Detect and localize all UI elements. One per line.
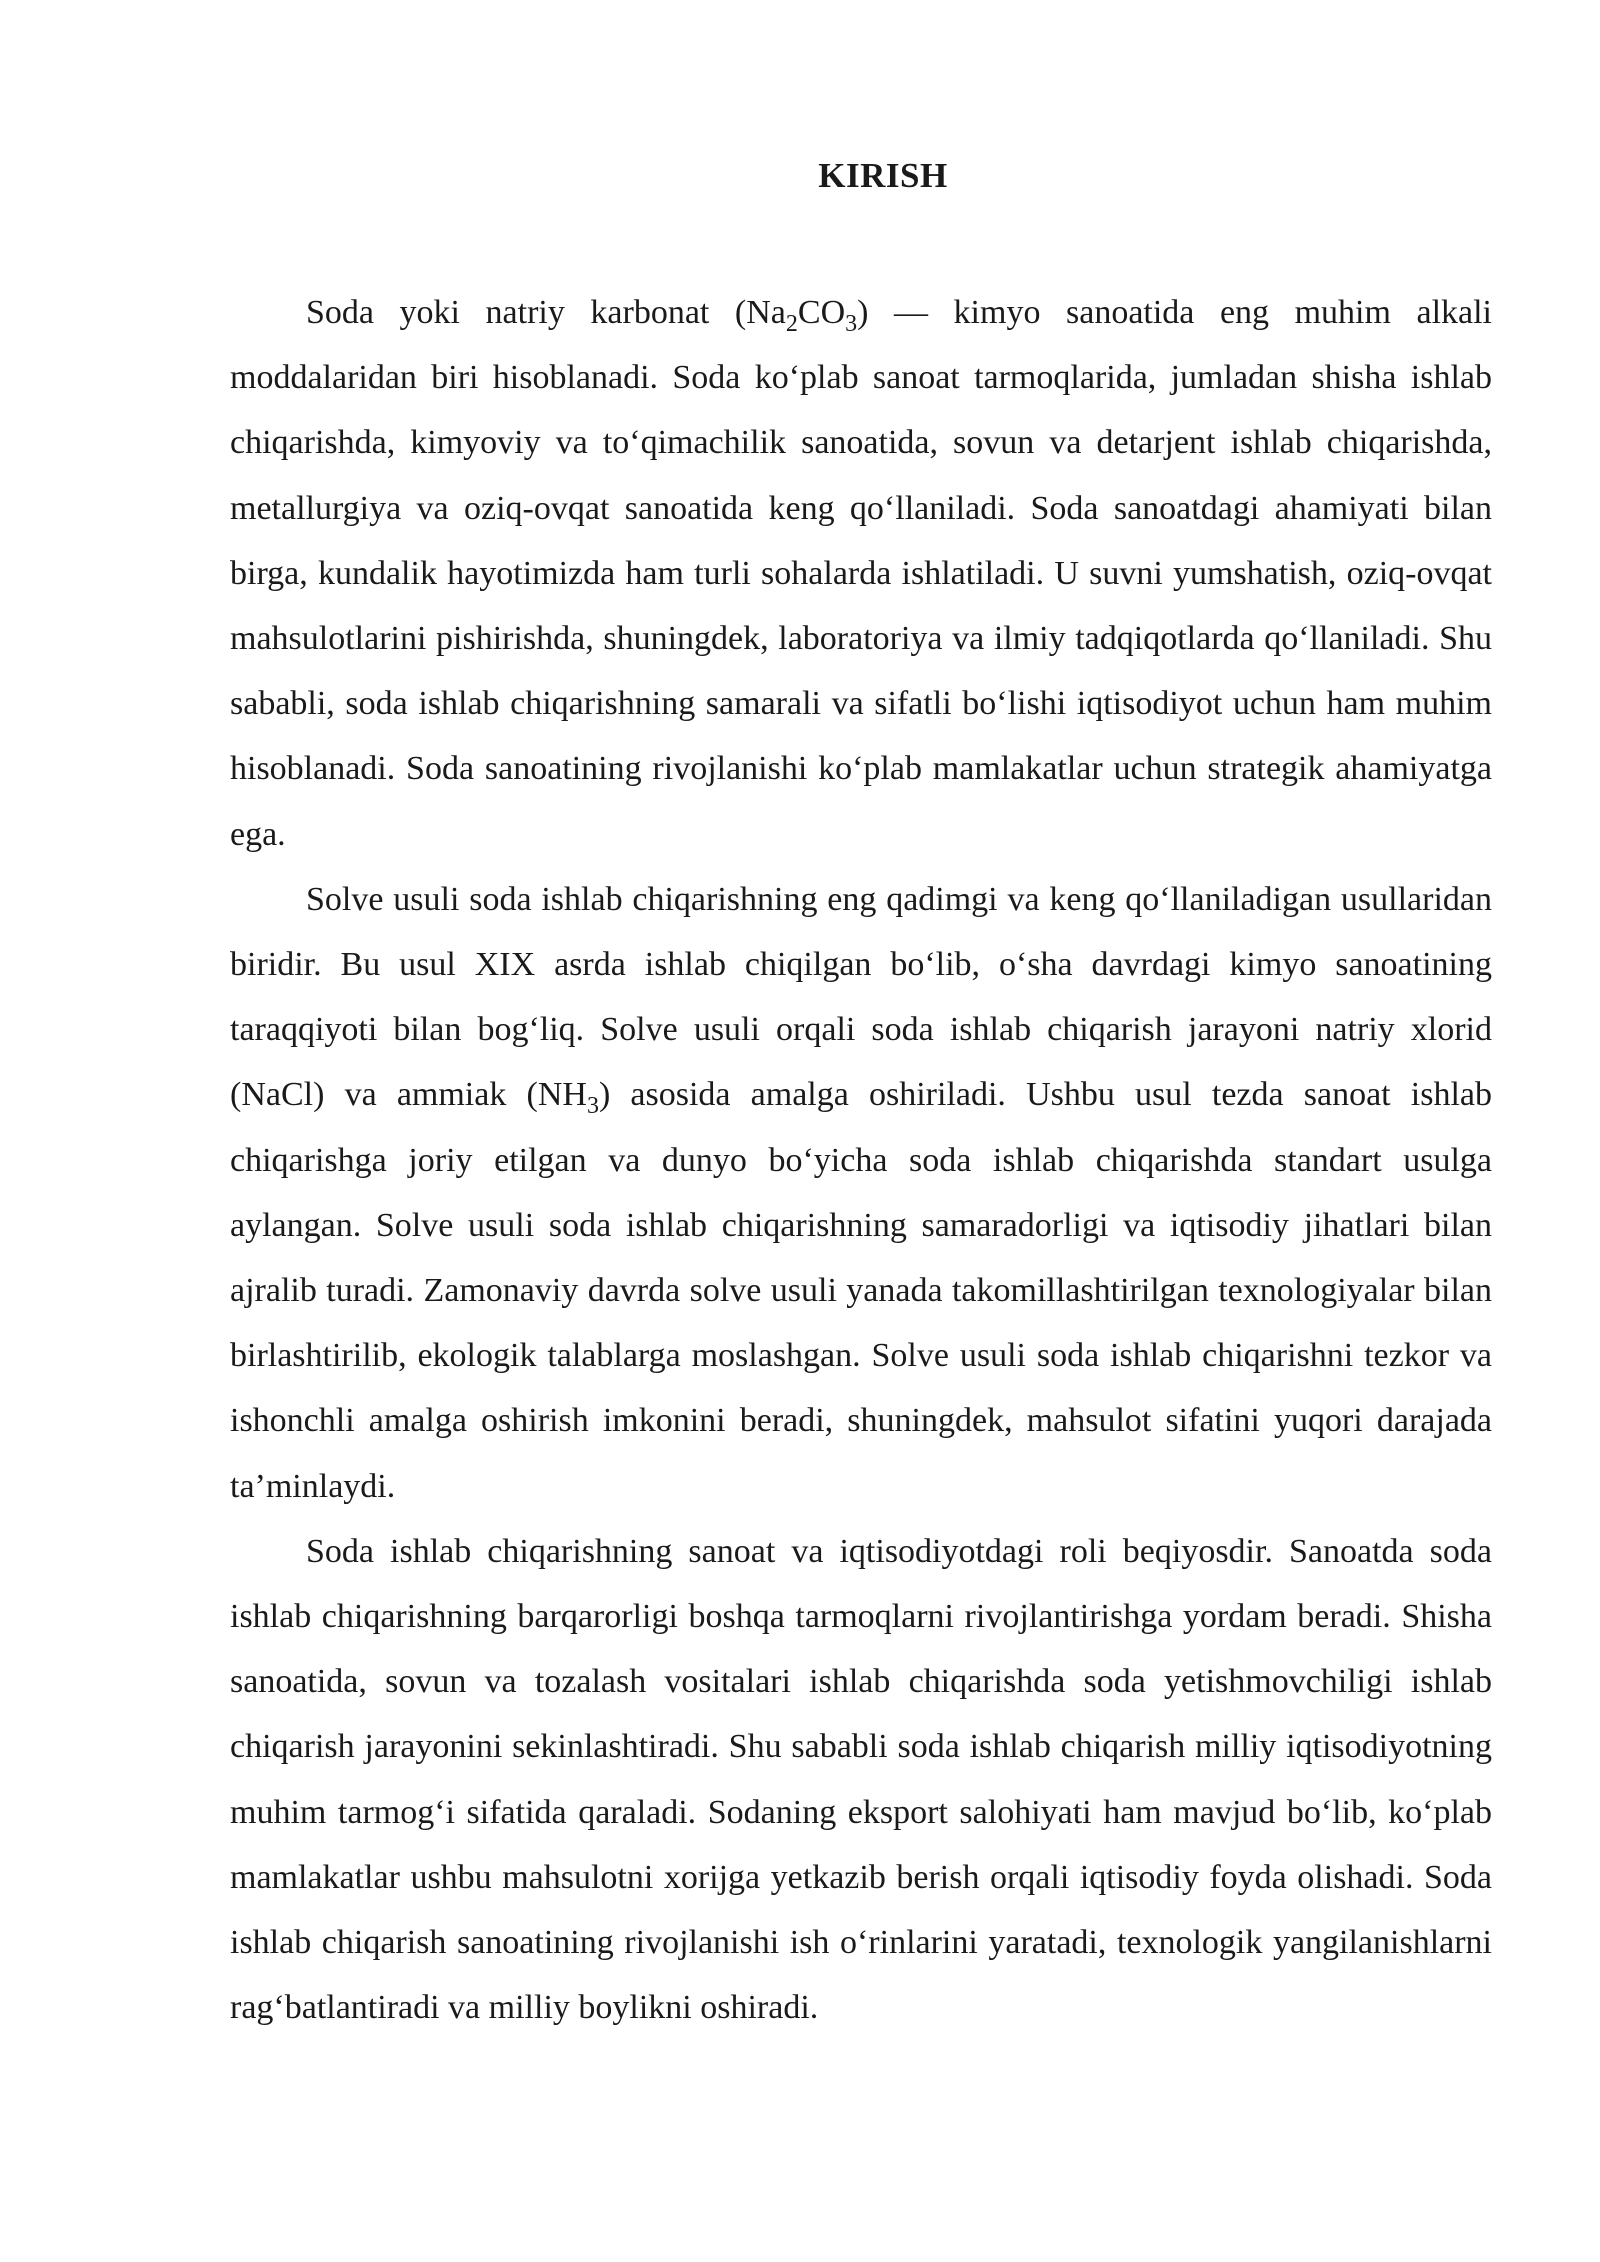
paragraph-2-text-a: Solve usuli soda ishlab chiqarishning eng qadimgi va keng qo‘llaniladigan usullaridan biridir. Bu usul XIX asrda ishlab chiqilgan bo‘lib, o‘sha davrdagi kimyo sanoatining taraqqiyoti bilan bog‘liq. Solve usuli orqali soda ishlab chiqarish jarayoni natriy xlorid (NaCl) va ammiak (NH — [230, 880, 1492, 1114]
paragraph-3: Soda ishlab chiqarishning sanoat va iqtisodiyotdagi roli beqiyosdir. Sanoatda soda ishlab chiqarishning barqarorligi boshqa tarmoqlarni rivojlantirishga yordam beradi. Shisha sanoatida, sovun va tozalash vositalari ishlab chiqarishda soda yetishmovchiligi ishlab chiqarish jarayonini sekinlashtiradi. Shu sababli soda ishlab chiqarish milliy iqtisodiyotning muhim tarmog‘i sifatida qaraladi. Sodaning eksport salohiyati ham mavjud bo‘lib, ko‘plab mamlakatlar ushbu mahsulotni xorijga yetkazib berish orqali iqtisodiy foyda olishadi. Soda ishlab chiqarish sanoatining rivojlanishi ish o‘rinlarini yaratadi, texnologik yangilanishlarni rag‘batlantiradi va milliy boylikni oshiradi. — [230, 1532, 1492, 2027]
document-body — [230, 280, 1492, 2040]
subscript-co3: 3 — [845, 311, 858, 337]
subscript-na2: 2 — [785, 311, 798, 337]
subscript-nh3: 3 — [586, 1093, 599, 1120]
paragraph-1 — [230, 280, 1492, 867]
paragraph-2-text-b: ) asosida amalga oshiriladi. Ushbu usul tezda sanoat ishlab chiqarishga joriy etilgan va dunyo bo‘yicha soda ishlab chiqarishda standart usulga aylangan. Solve usuli soda ishlab chiqarishning samaradorligi va iqtisodiy jihatlari bilan ajralib turadi. Zamonaviy davrda solve usuli yanada takomillashtirilgan texnologiyalar bilan birlashtirilib, ekologik talablarga moslashgan. Solve usuli soda ishlab chiqarishni tezkor va ishonchli amalga oshirish imkonini beradi, shuningdek, mahsulot sifatini yuqori darajada ta’minlaydi. — [230, 1076, 1492, 1505]
paragraph-2 — [230, 867, 1492, 1519]
page-title: KIRISH — [818, 156, 948, 195]
paragraph-1-text-b: CO — [797, 294, 846, 331]
paragraph-1-text-a: Soda yoki natriy karbonat (Na — [306, 294, 786, 331]
paragraph-1-text-c: ) — kimyo sanoatida eng muhim alkali moddalaridan biri hisoblanadi. Soda ko‘plab sanoat tarmoqlarida, jumladan shisha ishlab chiqarishda, kimyoviy va to‘qimachilik sanoatida, sovun va detarjent ishlab chiqarishda, metallurgiya va oziq-ovqat sanoatida keng qo‘llaniladi. Soda sanoatdagi ahamiyati bilan birga, kundalik hayotimizda ham turli sohalarda ishlatiladi. U suvni yumshatish, oziq-ovqat mahsulotlarini pishirishda, shuningdek, laboratoriya va ilmiy tadqiqotlarda qo‘llaniladi. Shu sababli, soda ishlab chiqarishning samarali va sifatli bo‘lishi iqtisodiyot uchun ham muhim hisoblanadi. Soda sanoatining rivojlanishi ko‘plab mamlakatlar uchun strategik ahamiyatga ega. — [230, 294, 1493, 853]
